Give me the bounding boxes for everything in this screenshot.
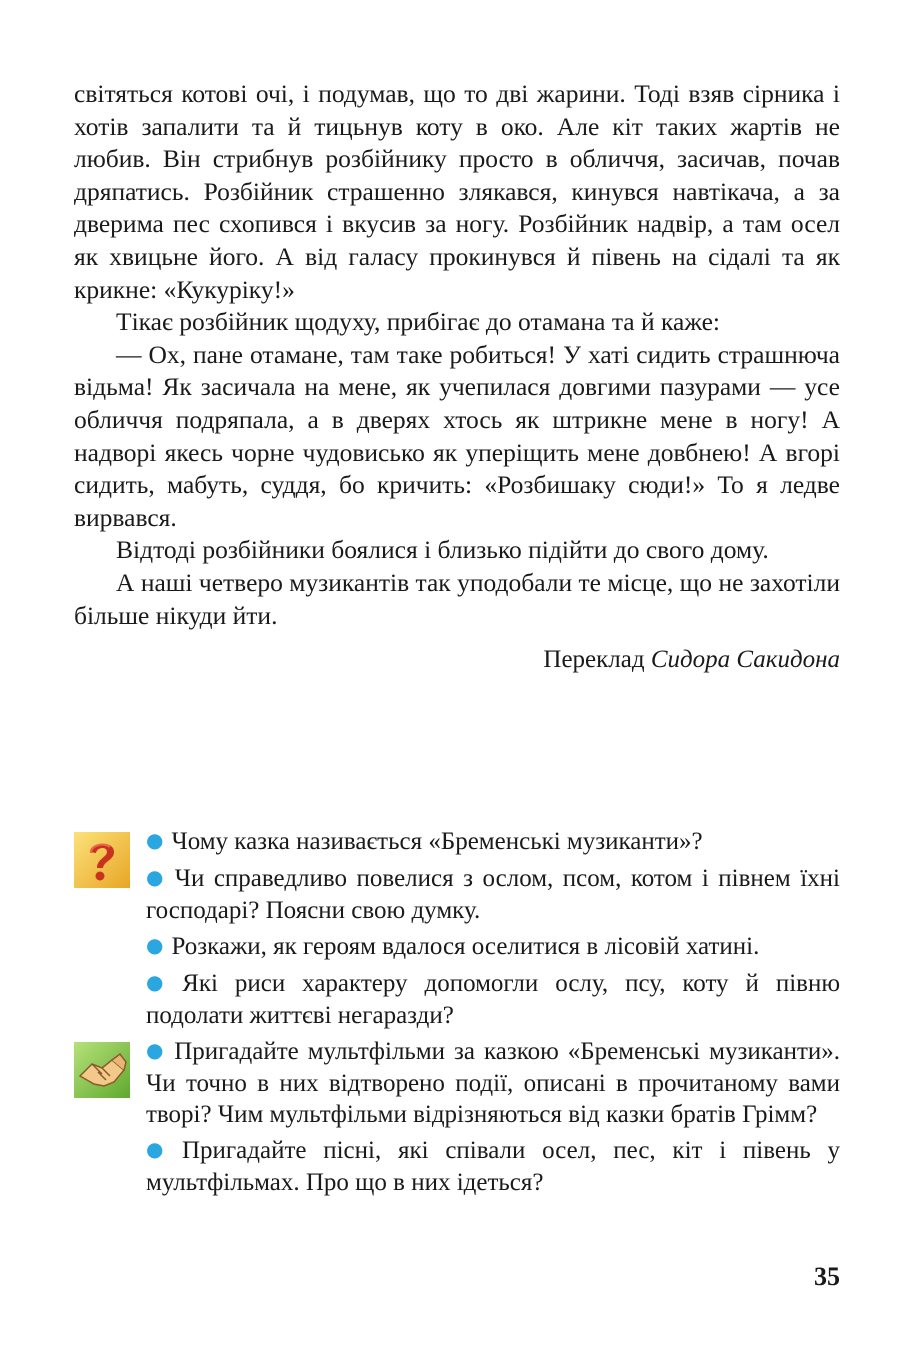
story-paragraph: Тікає розбійник щодуху, прибігає до отамана та й каже:: [116, 307, 721, 337]
story-paragraph: Відтоді розбійники боялися і близько підійти до свого дому.: [116, 535, 769, 565]
question-item: ● Розкажи, як героям вдалося оселитися в лісовій хатині.: [146, 933, 760, 960]
translation-credit: [74, 644, 840, 676]
bullet-dot: ●: [146, 1137, 174, 1161]
translation-label: Переклад: [543, 646, 645, 674]
bullet-dot: ●: [146, 933, 164, 957]
question-item: ● Чому казка називається «Бременські музиканти»?: [146, 828, 703, 855]
bullet-dot: ●: [146, 828, 164, 852]
story-paragraph: світяться котові очі, і подумав, що то дві жарини. Тоді взяв сірника і хотів запалити та й тицьнув коту в око. Але кіт таких жартів не любив. Він стрибнув розбійнику просто в обличчя, засичав, почав дряпатись. Розбійник страшенно злякався, кинувся навтікача, а за дверима пес схопився і вкусив за ногу. Розбійник надвір, а там осел як хвицьне його. А від галасу прокинувся й півень на сідалі та як крикне: «Кукуріку!»: [74, 79, 840, 304]
question-item: ● Які риси характеру допомогли ослу, псу, коту й півню подолати життєві негаразди?: [146, 970, 840, 1029]
page-number: 35: [814, 1262, 840, 1291]
question-block: [74, 826, 840, 1031]
question-item: ● Чи справедливо повелися з ослом, псом, котом і півнем їхні господарі? Поясни свою думку.: [146, 865, 840, 924]
translator-name: Сидора Сакидона: [650, 646, 840, 674]
group-task-item: ● Пригадайте пісні, які співали осел, пес, кіт і півень у мультфільмах. Про що в них ідеться?: [146, 1137, 841, 1196]
story-paragraph: А наші четверо музикантів так уподобали те місце, що не захотіли більше нікуди йти.: [74, 567, 840, 630]
question-mark-icon: [74, 832, 130, 888]
questions-section: [74, 826, 840, 1203]
bullet-dot: ●: [146, 1038, 167, 1062]
handshake-icon: [74, 1042, 130, 1098]
group-task-item: ● Пригадайте мультфільми за казкою «Бременські музиканти». Чи точно в них відтворено події, описані в прочитаному вами творі? Чим мультфільми відрізняються від казки братів Грімм?: [146, 1038, 841, 1128]
story-paragraph: — Ох, пане отамане, там таке робиться! У хаті сидить страшнюча відьма! Як засичала на мене, як учепилася довгими пазурами — усе обличчя подряпала, а в дверях хтось як штрикне мене в ногу! А надворі якесь чорне чудовисько як уперіщить мене довбнею! А вгорі сидить, мабуть, суддя, бо кричить: «Розбишаку сюди!» То я ледве вирвався.: [74, 339, 840, 532]
bullet-dot: ●: [146, 970, 175, 994]
story-text: [74, 78, 840, 676]
bullet-dot: ●: [146, 865, 167, 889]
group-task-block: [74, 1036, 840, 1198]
